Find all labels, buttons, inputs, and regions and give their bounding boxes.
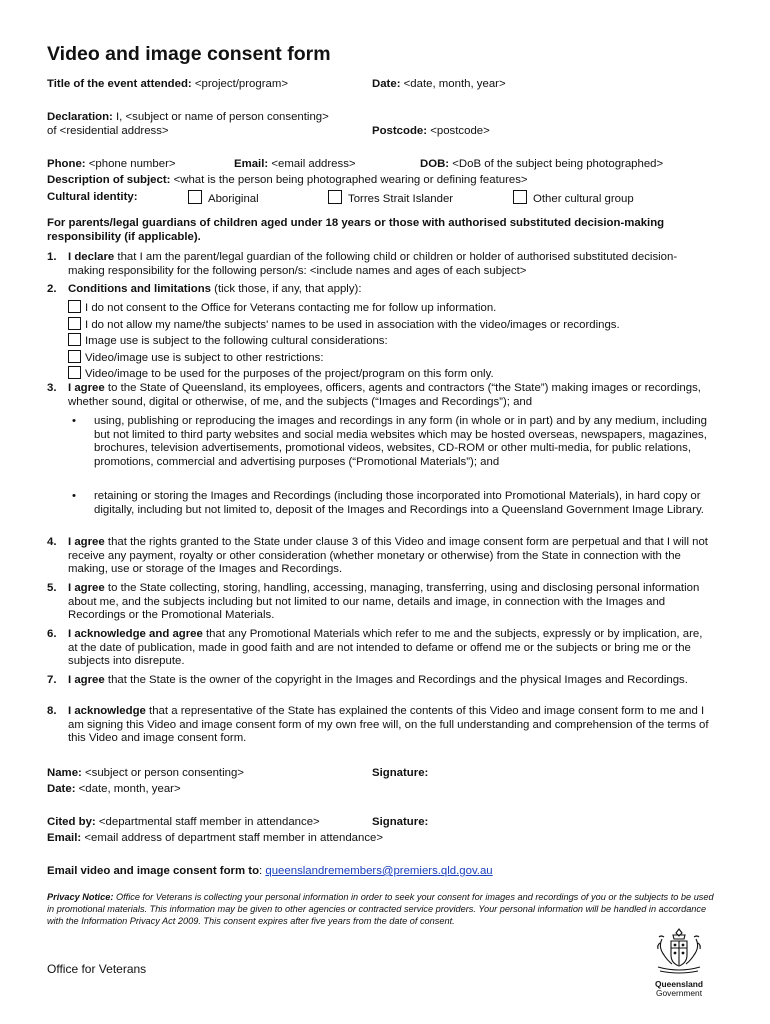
clause-lead: I agree (68, 674, 105, 686)
condition-label: I do not allow my name/the subjects' names to be used in association with the video/images or recordings. (85, 318, 620, 331)
clause-number: 3. (47, 382, 57, 394)
condition-option[interactable] (68, 366, 620, 383)
logo-line-2: Government (655, 987, 703, 998)
event-label: Title of the event attended: (47, 78, 192, 90)
signature-2[interactable]: Signature: (372, 816, 429, 828)
clause-number: 7. (47, 674, 57, 686)
description-value[interactable]: <what is the person being photographed wearing or defining features> (170, 174, 528, 186)
clause-lead: I declare (68, 251, 115, 263)
coat-of-arms-icon (652, 925, 706, 975)
address-line[interactable]: of <residential address> (47, 125, 169, 137)
clause-number: 2. (47, 283, 57, 295)
date-top-label: Date: (372, 78, 401, 90)
checkbox-aboriginal[interactable] (188, 190, 202, 204)
name-line (47, 767, 244, 781)
condition-option[interactable] (68, 333, 620, 350)
declaration-label: Declaration: (47, 111, 113, 123)
bullet-icon: • (72, 415, 76, 427)
clause-3-bullets-2 (68, 490, 713, 517)
condition-checkbox[interactable] (68, 317, 81, 330)
clause-text: that I am the parent/legal guardian of the following child or children or holder of authorised substituted decision-making responsibility for the following person/s: <include names and ages of each subject> (68, 251, 678, 277)
date-top-line (372, 78, 506, 92)
bullet-item (68, 415, 713, 469)
logo-line-1: Queensland (655, 978, 703, 989)
event-line (47, 78, 288, 92)
clause-number: 5. (47, 582, 57, 594)
privacy-label: Privacy Notice: (47, 892, 114, 902)
send-to-email-link[interactable]: queenslandremembers@premiers.qld.gov.au (265, 865, 493, 877)
email-label: Email: (234, 158, 269, 170)
phone-line (47, 158, 176, 172)
checkbox-torres-strait-islander[interactable] (328, 190, 342, 204)
phone-value[interactable]: <phone number> (85, 158, 176, 170)
send-to-colon: : (259, 865, 266, 877)
email-value[interactable]: <email address> (268, 158, 356, 170)
clause-number: 8. (47, 705, 57, 717)
clause-7 (47, 674, 712, 688)
guardian-heading: For parents/legal guardians of children aged under 18 years or those with authorised substituted decision-making responsibility (if applicable). (47, 217, 665, 243)
clause-lead: I agree (68, 382, 105, 394)
declaration-value[interactable]: I, <subject or name of person consenting> (112, 111, 329, 123)
clause-number: 4. (47, 536, 57, 548)
form-title: Video and image consent form (47, 43, 331, 65)
clause-lead: I acknowledge and agree (68, 628, 203, 640)
clause-6 (47, 628, 712, 669)
clause-4 (47, 536, 712, 577)
clause-text: to the State of Queensland, its employees, officers, agents and contractors (“the State”) making images or recordings, whether sound, digital or otherwise, of me, and the subjects (“Images and Recordings”); and (68, 382, 701, 408)
declaration-line (47, 111, 329, 125)
clause-number: 1. (47, 251, 57, 263)
clause-1 (47, 251, 712, 278)
name-value[interactable]: <subject or person consenting> (81, 767, 244, 779)
conditions-checklist (68, 300, 620, 383)
date-top-value[interactable]: <date, month, year> (400, 78, 506, 90)
dob-line (420, 158, 663, 172)
description-line (47, 174, 528, 188)
phone-label: Phone: (47, 158, 86, 170)
clause-lead: Conditions and limitations (68, 283, 212, 295)
postcode-line (372, 125, 490, 139)
bullet-text: using, publishing or reproducing the images and recordings in any form (in whole or in part) and by any medium, including but not limited to third party websites and social media websites which may be hosted overseas, newspapers, magazines, brochures, television advertisements, promotional videos, websites, CD-ROM or other multi-media, for public relations, promotions, commercial and advertising purposes (“Promotional Materials”); and (94, 415, 707, 468)
clause-text: (tick those, if any, that apply): (211, 283, 362, 295)
condition-label: Image use is subject to the following cultural considerations: (85, 335, 388, 348)
cultural-option-other[interactable] (513, 190, 634, 207)
cultural-option-aboriginal[interactable] (188, 190, 259, 207)
email-line (234, 158, 356, 172)
staff-email-label: Email: (47, 832, 82, 844)
condition-checkbox[interactable] (68, 300, 81, 313)
signoff-date-value[interactable]: <date, month, year> (75, 783, 181, 795)
cultural-option-label: Torres Strait Islander (348, 193, 454, 205)
signature-1[interactable]: Signature: (372, 767, 429, 779)
clause-text: that the rights granted to the State under clause 3 of this Video and image consent form are perpetual and that I will not receive any payment, royalty or other consideration (whether monetary or otherwise) from the State in connection with the making, use or storage of the Images and Recordings. (68, 536, 708, 576)
postcode-label: Postcode: (372, 125, 428, 137)
postcode-value[interactable]: <postcode> (427, 125, 490, 137)
clause-text: that the State is the owner of the copyright in the Images and Recordings and the physical Images and Recordings. (104, 674, 688, 686)
condition-label: I do not consent to the Office for Veterans contacting me for follow up information. (85, 302, 497, 314)
name-label: Name: (47, 767, 82, 779)
clause-8 (47, 705, 712, 746)
signoff-date-line (47, 783, 181, 797)
event-value[interactable]: <project/program> (191, 78, 288, 90)
cultural-option-torres-strait[interactable] (328, 190, 453, 207)
bullet-item (68, 490, 713, 517)
bullet-text: retaining or storing the Images and Recordings (including those incorporated into Promotional Materials), in hard copy or digitally, including but not limited to, deposit of the Images and Recordings into a Queensland Government Image Library. (94, 490, 704, 516)
staff-email-value[interactable]: <email address of department staff member in attendance> (81, 832, 384, 844)
cultural-option-label: Other cultural group (533, 193, 634, 205)
condition-label: Video/image use is subject to other restrictions: (85, 351, 324, 364)
clause-5 (47, 582, 712, 623)
dob-label: DOB: (420, 158, 450, 170)
clause-lead: I acknowledge (68, 705, 146, 717)
bullet-icon: • (72, 490, 76, 502)
condition-option[interactable] (68, 317, 620, 334)
condition-option[interactable] (68, 300, 620, 317)
clause-3 (47, 382, 712, 409)
cultural-identity-label: Cultural identity: (47, 191, 138, 203)
clause-text: to the State collecting, storing, handling, accessing, managing, transferring, using and disclosing personal information about me, and the subjects including but not limited to our name, details and image, in connection with the Images and Recordings or the Promotional Materials. (68, 582, 700, 622)
cultural-option-label: Aboriginal (208, 193, 259, 205)
cited-value[interactable]: <departmental staff member in attendance> (95, 816, 320, 828)
clause-number: 6. (47, 628, 57, 640)
condition-checkbox[interactable] (68, 333, 81, 346)
clause-lead: I agree (68, 582, 105, 594)
privacy-notice (47, 891, 715, 928)
send-to-line (47, 865, 493, 879)
clause-lead: I agree (68, 536, 105, 548)
cited-line (47, 816, 320, 830)
dob-value[interactable]: <DoB of the subject being photographed> (449, 158, 664, 170)
condition-checkbox[interactable] (68, 350, 81, 363)
privacy-text: Office for Veterans is collecting your personal information in order to seek your consent for images and recordings of you or the subjects to be used in promotional materials. This information may be given to other agencies or contracted service providers. Your personal information will be handled in accordance with the Information Privacy Act 2009. This consent expires after five years from the date of consent. (47, 892, 714, 927)
condition-label: Video/image to be used for the purposes of the project/program on this form only. (85, 368, 494, 381)
clause-text: that any Promotional Materials which refer to me and the subjects, expressly or by implication, are, at the date of publication, made in good faith and are not intended to defame or offend me or the subjects or bring me or the subjects into disrepute. (68, 628, 703, 668)
condition-checkbox[interactable] (68, 366, 81, 379)
signoff-date-label: Date: (47, 783, 76, 795)
staff-email-line (47, 832, 383, 846)
condition-option[interactable] (68, 350, 620, 367)
footer-organisation: Office for Veterans (47, 962, 147, 976)
clause-2 (47, 283, 712, 297)
send-to-label: Email video and image consent form to (47, 865, 260, 877)
clause-text: that a representative of the State has explained the contents of this Video and image consent form to me and I am signing this Video and image consent form of my own free will, on the full understanding and comprehension of the terms of this Video and image consent form. (68, 705, 709, 745)
cited-label: Cited by: (47, 816, 96, 828)
checkbox-other-cultural-group[interactable] (513, 190, 527, 204)
clause-3-bullets (68, 415, 713, 469)
description-label: Description of subject: (47, 174, 171, 186)
queensland-government-logo (652, 925, 706, 997)
